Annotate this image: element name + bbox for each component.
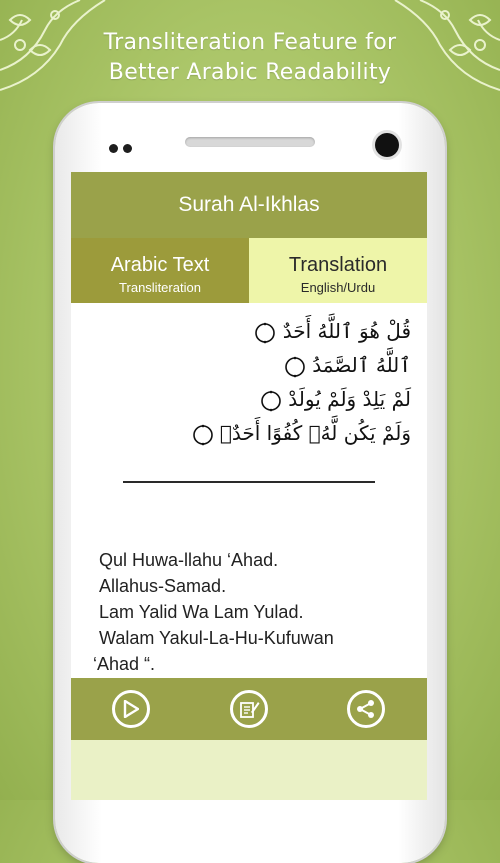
arabic-verse-2 xyxy=(71,353,411,378)
sensor-dots xyxy=(109,144,135,154)
tab-translation[interactable] xyxy=(249,238,427,303)
page-title: Surah Al-Ikhlas xyxy=(178,193,320,216)
tab-arabic-text-label: Arabic Text xyxy=(110,254,210,276)
share-icon xyxy=(355,698,377,720)
arabic-verse-text: قُلْ هُوَ ٱللَّهُ أَحَدٌ xyxy=(282,319,411,343)
play-button[interactable] xyxy=(112,690,150,728)
arabic-verse-3 xyxy=(71,387,411,412)
transliteration-line: ‘Ahad “. xyxy=(93,654,156,674)
ayah-end-marker-icon xyxy=(254,322,276,344)
transliteration-line: Walam Yakul-La-Hu-Kufuwan xyxy=(99,628,334,648)
app-screen xyxy=(71,172,427,800)
surah-content xyxy=(71,303,427,678)
arabic-verse-4 xyxy=(71,421,411,446)
promo-headline xyxy=(0,28,500,88)
app-title-bar xyxy=(71,172,427,238)
section-divider xyxy=(123,481,375,483)
phone-camera xyxy=(375,133,399,157)
tab-translation-sublabel: English/Urdu xyxy=(300,280,376,295)
edit-note-button[interactable] xyxy=(230,690,268,728)
arabic-verse-text: ٱللَّهُ ٱلصَّمَدُ xyxy=(312,353,411,377)
arabic-verse-text: لَمْ يَلِدْ وَلَمْ يُولَدْ xyxy=(288,387,411,411)
ayah-end-marker-icon xyxy=(192,424,214,446)
play-icon xyxy=(123,700,139,718)
edit-note-icon xyxy=(238,698,260,720)
ayah-end-marker-icon xyxy=(260,390,282,412)
share-button[interactable] xyxy=(347,690,385,728)
arabic-verse-1 xyxy=(71,319,411,344)
tab-bar xyxy=(71,238,427,303)
transliteration-line: Allahus-Samad. xyxy=(99,576,227,596)
ayah-end-marker-icon xyxy=(284,356,306,378)
tab-translation-label: Translation xyxy=(288,254,388,276)
transliteration-line: Lam Yalid Wa Lam Yulad. xyxy=(99,602,304,622)
bottom-action-bar xyxy=(71,678,427,740)
tab-arabic-text-sublabel: Transliteration xyxy=(119,280,201,295)
promo-headline-line2: Better Arabic Readability xyxy=(108,60,392,85)
phone-speaker xyxy=(185,137,315,147)
arabic-verse-text: وَلَمْ يَكُن لَّهُۥ كُفُوًا أَحَدٌۢ xyxy=(219,421,411,445)
transliteration-text xyxy=(93,547,419,677)
transliteration-line: Qul Huwa-llahu ‘Ahad. xyxy=(99,550,279,570)
promo-headline-line1: Transliteration Feature for xyxy=(103,30,397,55)
bottom-footer-area xyxy=(71,740,427,800)
tab-arabic-text[interactable] xyxy=(71,238,249,303)
